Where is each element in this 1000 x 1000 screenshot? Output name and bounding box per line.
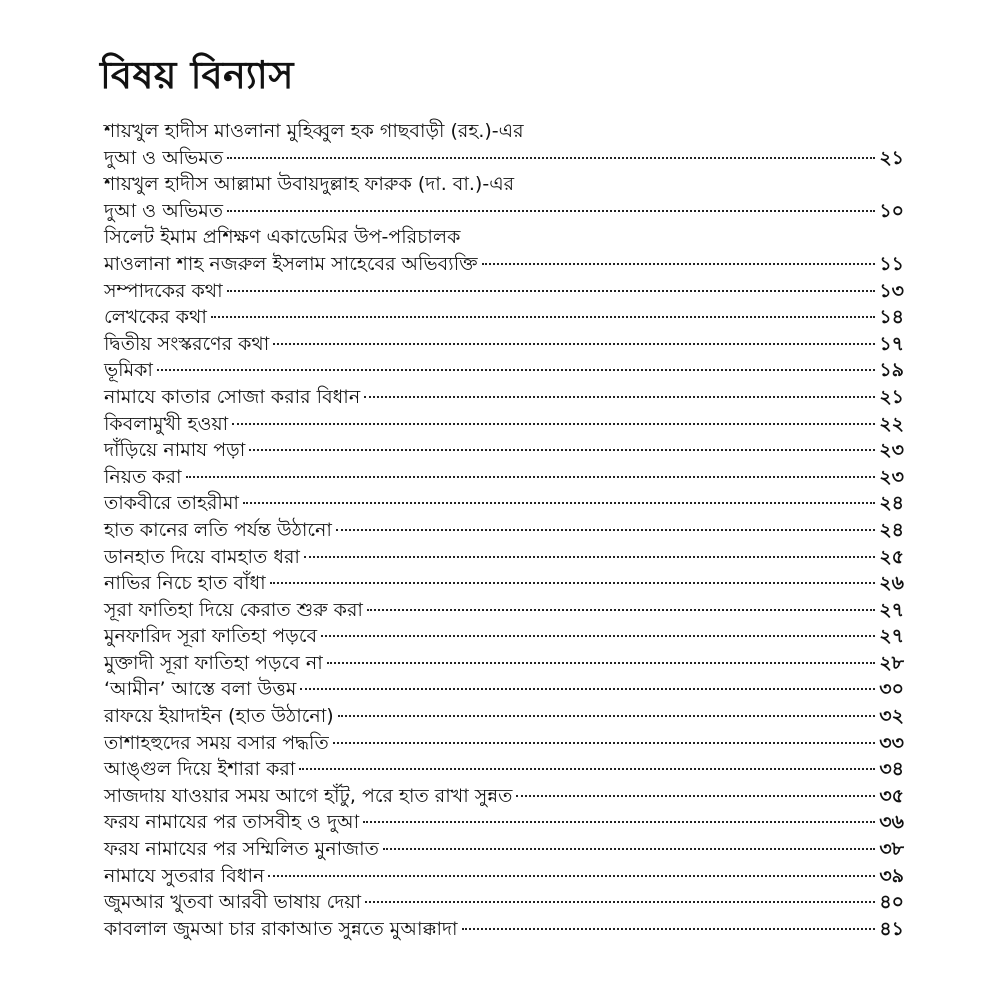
toc-entry-title: রাফয়ে ইয়াদাইন (হাত উঠানো) [104,705,334,728]
toc-entry-title: সূরা ফাতিহা দিয়ে কেরাত শুরু করা [104,598,363,621]
toc-entry-page-number: ২৭ [879,598,904,621]
toc-entry-title: ডানহাত দিয়ে বামহাত ধরা [104,545,300,568]
dot-leader [249,449,875,451]
toc-entry-page-number: ৩২ [879,705,904,728]
toc-entry-page-number: ৩০ [879,678,904,701]
dot-leader [462,928,876,930]
toc-entry [104,809,904,836]
toc-entry [104,730,904,757]
toc-entry [104,676,904,703]
toc-entry-title: ফরয নামাযের পর সম্মিলিত মুনাজাত [104,838,379,861]
dot-leader [327,662,876,664]
toc-entry-page-number: ৩৩ [879,731,904,754]
toc-entry [104,278,904,305]
toc-entry-title: তাশাহহুদের সময় বসার পদ্ধতি [104,731,329,754]
toc-entry-title: নামাযে সুতরার বিধান [104,864,265,887]
page-title: বিষয় বিন্যাস [100,53,294,97]
toc-entry-page-number: ২১ [879,146,904,169]
dot-leader [157,369,875,371]
dot-leader [516,795,875,797]
toc-entry-title: তাকবীরে তাহরীমা [104,492,239,515]
toc-entry-page-number: ৩৪ [879,758,904,781]
dot-leader [268,875,875,877]
dot-leader [363,821,875,823]
toc-entry-heading-line: সিলেট ইমাম প্রশিক্ষণ একাডেমির উপ-পরিচালক [104,226,461,249]
toc-entry-title: কাবলাল জুমআ চার রাকাআত সুন্নতে মুআক্কাদা [104,917,458,940]
toc-entry [104,623,904,650]
toc-entry-title: দুআ ও অভিমত [104,146,224,169]
toc-entry-page-number: ২৪ [879,492,904,515]
toc-entry [104,357,904,384]
toc-entry-title: দ্বিতীয় সংস্করণের কথা [104,332,270,355]
toc-entry-title: ভূমিকা [104,359,153,382]
toc-entry [104,836,904,863]
toc-entry-page-number: ২৩ [879,439,904,462]
toc-entry [104,331,904,358]
dot-leader [227,210,875,212]
toc-entry-title: হাত কানের লতি পর্যন্ত উঠানো [104,518,332,541]
toc-entry [104,411,904,438]
dot-leader [270,582,876,584]
toc-entry-title: দাঁড়িয়ে নামায পড়া [104,439,246,462]
toc-entry-page-number: ১৪ [879,306,904,329]
dot-leader [365,901,875,903]
toc-entry-title: ‘আমীন’ আস্তে বলা উত্তম [104,678,297,701]
toc-entry [104,490,904,517]
dot-leader [186,476,876,478]
toc-entry [104,570,904,597]
toc-entry-title: নামাযে কাতার সোজা করার বিধান [104,385,361,408]
toc-entry-page-number: ২৮ [879,651,904,674]
toc-entry-page-number: ২২ [879,412,904,435]
dot-leader [383,848,875,850]
toc-entry-page-number: ২৭ [879,625,904,648]
toc-entry [104,198,904,225]
toc-entry-heading-line: শায়খুল হাদীস আল্লামা উবায়দুল্লাহ ফারুক (দা. বা.)-এর [104,173,515,196]
toc-entry-page-number: ২৫ [879,545,904,568]
toc-entry-title: ফরয নামাযের পর তাসবীহ ও দুআ [104,811,360,834]
dot-leader [482,263,876,265]
toc-entry-page-number: ২৪ [879,518,904,541]
dot-leader [364,396,875,398]
dot-leader [333,742,876,744]
toc-entry [104,889,904,916]
toc-entry-page-number: ২৩ [879,465,904,488]
table-of-contents [104,118,904,942]
dot-leader [243,502,875,504]
toc-entry-page-number: ৪০ [879,891,904,914]
toc-entry-title: আঙ্গুল দিয়ে ইশারা করা [104,758,296,781]
toc-entry-page-number: ১৯ [879,359,904,382]
toc-entry-page-number: ৩৯ [879,864,904,887]
toc-entry-page-number: ২৬ [879,572,904,595]
dot-leader [300,688,875,690]
toc-entry-title: নাভির নিচে হাত বাঁধা [104,572,266,595]
toc-entry-page-number: ৩৬ [879,811,904,834]
toc-entry-title: দুআ ও অভিমত [104,199,224,222]
dot-leader [336,529,875,531]
toc-entry [104,517,904,544]
toc-entry [104,464,904,491]
dot-leader [273,343,875,345]
dot-leader [321,635,875,637]
dot-leader [227,290,876,292]
toc-entry-page-number: ১৭ [879,332,904,355]
toc-entry [104,650,904,677]
toc-entry [104,437,904,464]
toc-entry-page-number: ১০ [879,199,904,222]
dot-leader [232,423,875,425]
dot-leader [367,609,875,611]
toc-entry-page-number: ৩৮ [879,838,904,861]
toc-entry-page-number: ৪১ [879,917,904,940]
toc-entry [104,304,904,331]
toc-entry-title: লেখকের কথা [104,306,207,329]
toc-entry [104,251,904,278]
toc-entry-title: মুক্তাদী সূরা ফাতিহা পড়বে না [104,651,323,674]
toc-entry-page-number: ২১ [879,385,904,408]
toc-entry [104,384,904,411]
toc-entry-heading-line: শায়খুল হাদীস মাওলানা মুহিব্বুল হক গাছবাড়ী (রহ.)-এর [104,120,524,142]
toc-entry [104,145,904,172]
toc-entry [104,544,904,571]
toc-entry-title: মাওলানা শাহ নজরুল ইসলাম সাহেবের অভিব্যক্তি [104,252,478,275]
toc-entry [104,916,904,943]
toc-entry-title: জুমআর খুতবা আরবী ভাষায় দেয়া [104,891,361,914]
toc-entry [104,597,904,624]
toc-entry-title: নিয়ত করা [104,465,182,488]
toc-entry-title: কিবলামুখী হওয়া [104,412,229,435]
toc-entry [104,756,904,783]
toc-entry-title: সাজদায় যাওয়ার সময় আগে হাঁটু, পরে হাত রাখা সুন্নত [104,784,513,807]
dot-leader [299,768,875,770]
dot-leader [304,556,875,558]
toc-entry-page-number: ১৩ [879,279,904,302]
toc-entry-page-number: ১১ [879,252,904,275]
toc-entry-title: সম্পাদকের কথা [104,279,223,302]
toc-entry-page-number: ৩৫ [879,784,904,807]
toc-entry [104,783,904,810]
dot-leader [338,715,876,717]
toc-entry [104,863,904,890]
toc-entry [104,703,904,730]
toc-entry-title: মুনফারিদ সূরা ফাতিহা পড়বে [104,625,318,648]
dot-leader [227,157,875,159]
dot-leader [211,316,875,318]
